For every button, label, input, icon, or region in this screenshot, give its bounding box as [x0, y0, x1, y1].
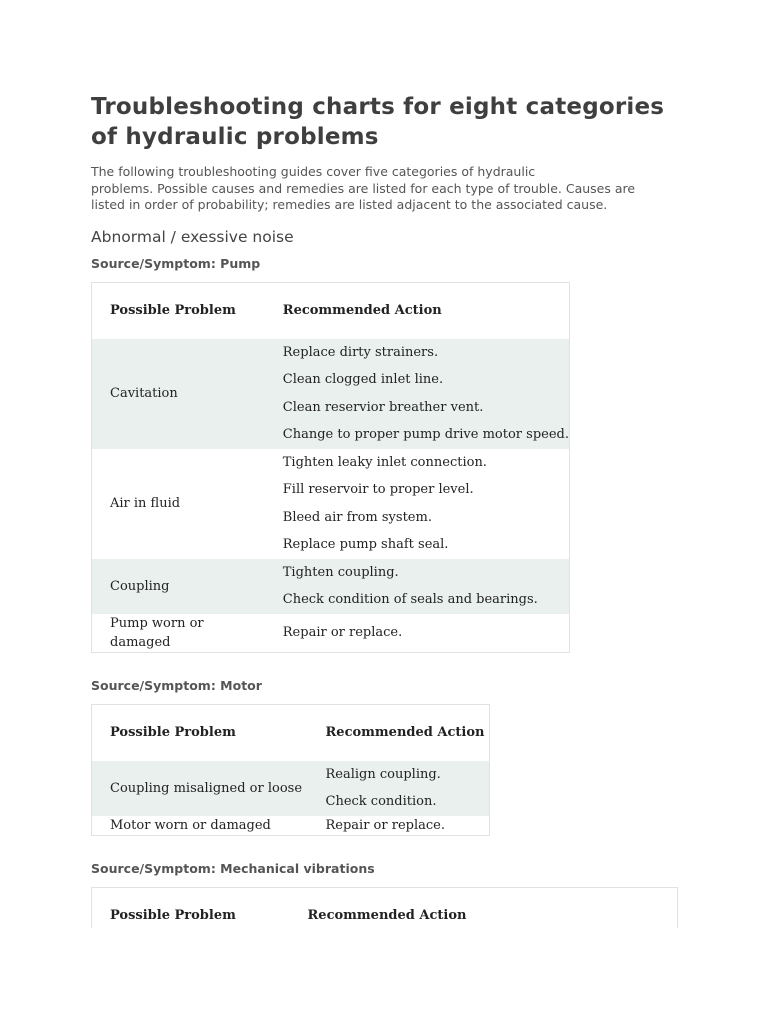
table-row [92, 614, 570, 653]
column-header-problem: Possible Problem [92, 704, 308, 761]
pump-heading: Source/Symptom: Pump [91, 255, 261, 271]
column-header-problem: Possible Problem [92, 887, 290, 944]
actions-cell [308, 761, 490, 816]
action-item: Check condition. [325, 794, 437, 809]
table-row [92, 339, 570, 449]
section-title: Abnormal / exessive noise [91, 227, 294, 246]
page-title: Troubleshooting charts for eight categories of hydraulic problems [91, 94, 665, 150]
article [91, 92, 691, 985]
actions-cell [265, 614, 570, 653]
intro-line: problems. Possible causes and remedies are listed for each type of trouble. Causes are [91, 180, 636, 196]
action-item: Clean reservior breather vent. [282, 399, 484, 415]
action-item: Clean clogged inlet line. [282, 372, 444, 387]
action-item: Tighten coupling. [282, 564, 399, 580]
column-header-problem: Possible Problem [92, 282, 265, 339]
problem-cell: Motor worn or damaged [92, 816, 308, 836]
problem-cell: Pump worn or damaged [92, 614, 265, 653]
table-row [92, 449, 570, 559]
mechanical-heading: Source/Symptom: Mechanical vibrations [91, 860, 375, 876]
action-item: Repair or replace. [325, 817, 445, 833]
table-row [92, 816, 490, 836]
action-item: Realign coupling. [325, 766, 441, 782]
column-header-action: Recommended Action [308, 704, 490, 761]
intro-line: listed in order of probability; remedies are listed adjacent to the associated cause. [91, 197, 608, 212]
problem-cell: Coupling [92, 559, 265, 614]
action-item: Replace dirty strainers. [282, 344, 439, 360]
actions-cell [265, 449, 570, 559]
actions-cell [265, 559, 570, 614]
motor-table [91, 704, 490, 836]
intro-line: The following troubleshooting guides cover five categories of hydraulic [91, 164, 536, 179]
column-header-action: Recommended Action [290, 887, 678, 944]
action-item: Bleed air from system. [282, 509, 432, 525]
action-item: Check condition of seals and bearings. [282, 592, 538, 607]
column-header-action: Recommended Action [265, 282, 570, 339]
problem-cell: Air in fluid [92, 449, 265, 559]
action-item: Fill reservoir to proper level. [282, 482, 474, 497]
actions-cell [308, 816, 490, 836]
page-bottom-blank [0, 928, 768, 1024]
action-item: Tighten leaky inlet connection. [282, 454, 487, 470]
intro-paragraph [91, 164, 691, 214]
problem-cell: Coupling misaligned or loose [92, 761, 308, 816]
actions-cell [265, 339, 570, 449]
action-item: Change to proper pump drive motor speed. [282, 427, 569, 442]
table-row [92, 559, 570, 614]
problem-cell: Cavitation [92, 339, 265, 449]
motor-heading: Source/Symptom: Motor [91, 677, 262, 693]
table-row [92, 761, 490, 816]
action-item: Repair or replace. [282, 625, 403, 640]
action-item: Replace pump shaft seal. [282, 537, 449, 552]
pump-table [91, 282, 570, 653]
